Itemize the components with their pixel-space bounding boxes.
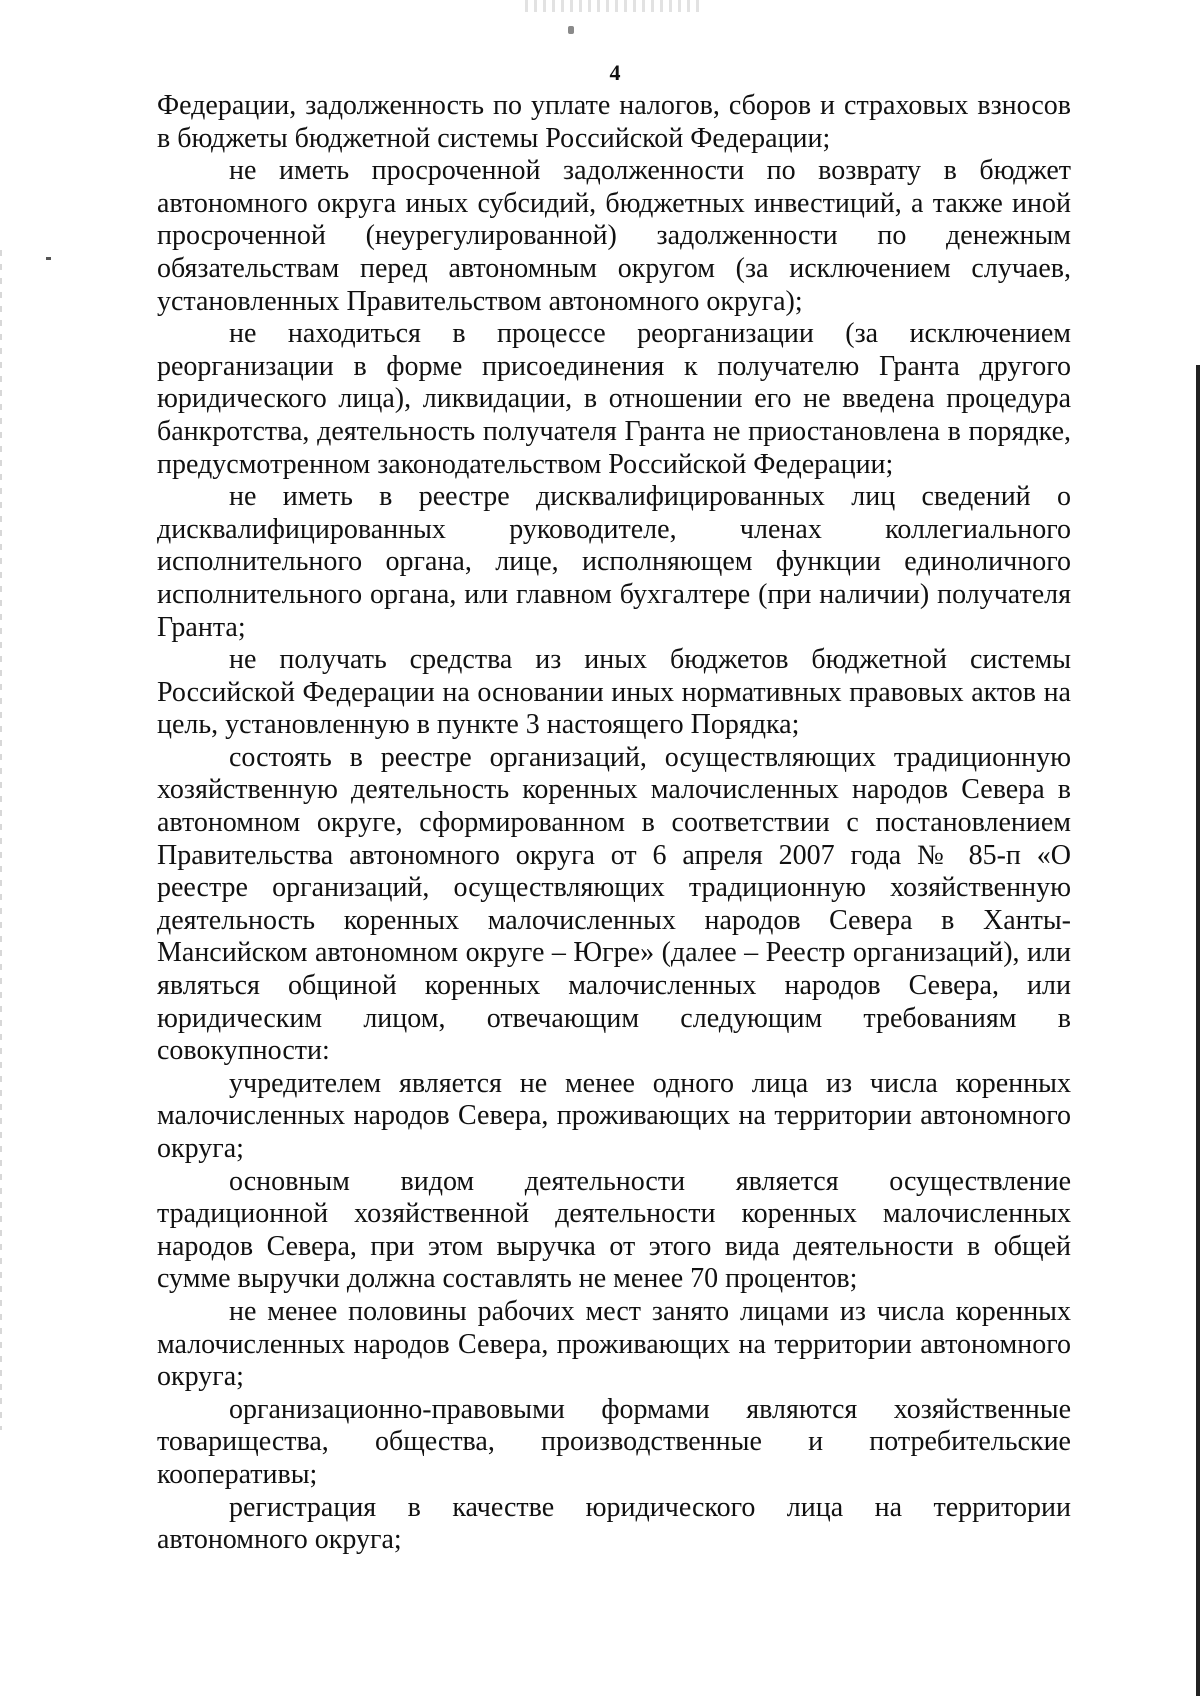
scan-artifact-dot [568, 26, 574, 34]
scan-artifact-right-edge [1196, 365, 1200, 1696]
paragraph-registration-requirement: регистрация в качестве юридического лица на территории автономного округа; [157, 1491, 1071, 1556]
paragraph-workplaces-requirement: не менее половины рабочих мест занято лицами из числа коренных малочисленных народов Севера, проживающих на территории автономного округа; [157, 1295, 1071, 1393]
paragraph-no-other-budget-funds: не получать средства из иных бюджетов бюджетной системы Российской Федерации на основании иных нормативных правовых актов на цель, установленную в пункте 3 настоящего Порядка; [157, 644, 1071, 741]
page-number: 4 [609, 60, 621, 85]
paragraph-no-disqualified-persons: не иметь в реестре дисквалифицированных лиц сведений о дисквалифицированных руководителе, членах коллегиального исполнительного органа, лице, исполняющем функции единоличного исполнительного органа, или главном бухгалтере (при наличии) получателя Гранта; [157, 481, 1071, 643]
paragraph-main-activity-requirement: основным видом деятельности является осуществление традиционной хозяйственной деятельности коренных малочисленных народов Севера, при этом выручка от этого вида деятельности в общей сумме выручки должна составлять не менее 70 процентов; [157, 1165, 1071, 1295]
scan-artifact-top [525, 0, 705, 12]
paragraph-legal-forms-requirement: организационно-правовыми формами являются хозяйственные товарищества, общества, производственные и потребительские кооперативы; [157, 1393, 1071, 1490]
scan-artifact-left-edge [0, 250, 2, 1430]
document-body [157, 90, 1071, 1557]
scan-artifact-tick [46, 257, 51, 260]
paragraph-founder-requirement: учредителем является не менее одного лица из числа коренных малочисленных народов Севера, проживающих на территории автономного округа; [157, 1067, 1071, 1164]
paragraph-continuation: Федерации, задолженность по уплате налогов, сборов и страховых взносов в бюджеты бюджетной системы Российской Федерации; [157, 90, 1071, 154]
paragraph-no-reorganization: не находиться в процессе реорганизации (за исключением реорганизации в форме присоединения к получателю Гранта другого юридического лица), ликвидации, в отношении его не введена процедура банкротства, деятельность получателя Гранта не приостановлена в порядке, предусмотренном законодательством Российской Федерации; [157, 318, 1071, 480]
paragraph-no-overdue-debt: не иметь просроченной задолженности по возврату в бюджет автономного округа иных субсидий, бюджетных инвестиций, а также иной просроченной (неурегулированной) задолженности по денежным обязательствам перед автономным округом (за исключением случаев, установленных Правительством автономного округа); [157, 155, 1071, 317]
paragraph-registry-membership: состоять в реестре организаций, осуществляющих традиционную хозяйственную деятельность коренных малочисленных народов Севера в автономном округе, сформированном в соответствии с постановлением Правительства автономного округа от 6 апреля 2007 года № 85-п «О реестре организаций, осуществляющих традиционную хозяйственную деятельность коренных малочисленных народов Севера в Ханты-Мансийском автономном округе – Югре» (далее – Реестр организаций), или являться общиной коренных малочисленных народов Севера, или юридическим лицом, отвечающим следующим требованиям в совокупности: [157, 741, 1071, 1067]
